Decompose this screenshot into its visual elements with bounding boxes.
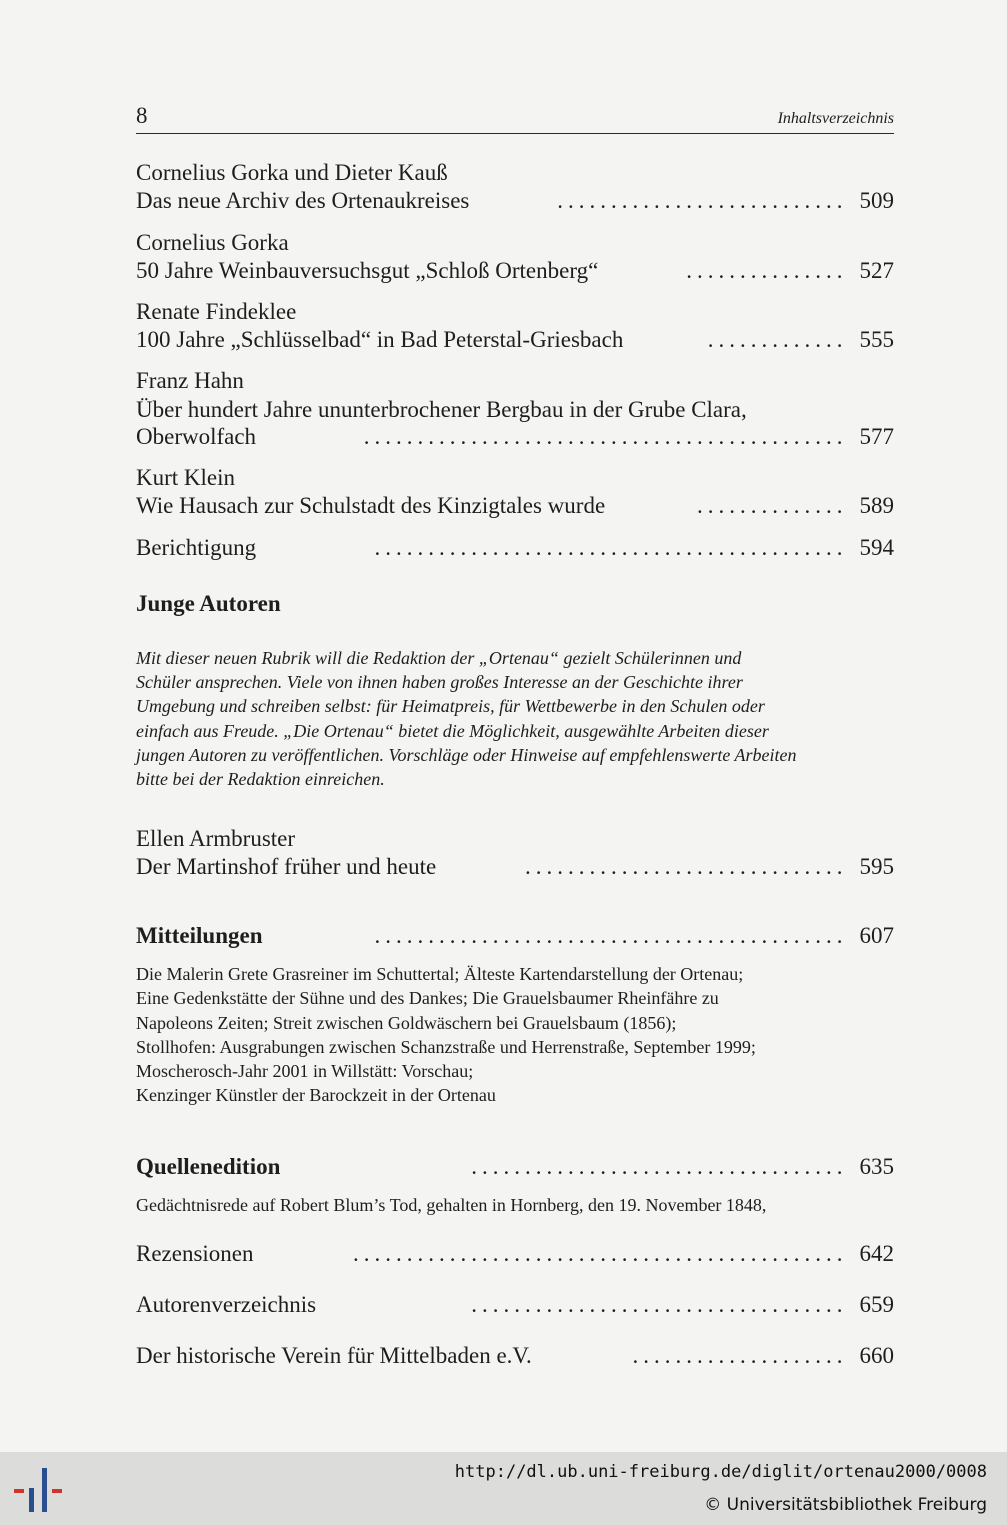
toc-leader: ............... [686,258,848,283]
contents-line: Eine Gedenkstätte der Sühne und des Dankes; Die Grauelsbaumer Rheinfähre zu [136,988,719,1009]
section-heading-mitteilungen: Mitteilungen [136,923,263,948]
toc-title: Berichtigung [136,535,257,560]
toc-title-line: Über hundert Jahre ununterbrochener Bergbau in der Grube Clara, [136,397,747,422]
toc-page: 555 [859,327,894,352]
toc-entry-mitteilungen [136,922,894,950]
contents-line: Gedächtnisrede auf Robert Blum’s Tod, gehalten in Hornberg, den 19. November 1848, [136,1195,767,1215]
toc-title: 50 Jahre Weinbauversuchsgut „Schloß Ortenberg“ [136,258,599,283]
intro-line: Schüler ansprechen. Viele von ihnen haben großes Interesse an der Geschichte ihrer [136,672,743,693]
toc-entry [136,492,894,520]
intro-line: bitte bei der Redaktion einreichen. [136,769,385,790]
contents-line: Moscherosch-Jahr 2001 in Willstätt: Vorschau; [136,1061,474,1082]
running-head: Inhaltsverzeichnis [777,110,894,127]
toc-author: Franz Hahn [136,368,244,393]
contents-line: Die Malerin Grete Grasreiner im Schuttertal; Älteste Kartendarstellung der Ortenau; [136,964,744,984]
intro-line: jungen Autoren zu veröffentlichen. Vorschläge oder Hinweise auf empfehlenswerte Arbeiten [136,744,797,765]
viewer-footer [0,1452,1007,1525]
toc-page: 589 [859,493,894,518]
toc-leader: ............................................ [374,535,848,560]
mitteilungen-contents [136,962,756,1108]
toc-entry [136,326,894,354]
toc-entry [136,187,894,215]
toc-leader: ................................... [471,1154,848,1179]
toc-title: Wie Hausach zur Schulstadt des Kinzigtales wurde [136,493,606,518]
toc-leader: .............. [697,493,848,518]
toc-page: 509 [859,188,894,213]
intro-paragraph [136,646,896,791]
permalink[interactable]: http://dl.ub.uni-freiburg.de/diglit/ortenau2000/0008 [454,1462,987,1482]
toc-entry [136,534,894,562]
contents-line: Kenzinger Künstler der Barockzeit in der Ortenau [136,1085,496,1106]
toc-leader: .............................. [525,854,848,879]
toc-author: Ellen Armbruster [136,826,296,851]
toc-entry-quellenedition [136,1153,894,1181]
toc-leader: ............................................. [363,424,848,449]
toc-title: Rezensionen [136,1241,254,1266]
page-header [136,103,894,134]
toc-title: Oberwolfach [136,424,257,449]
toc-title: Der historische Verein für Mittelbaden e.V. [136,1343,532,1368]
toc-entry [136,423,894,451]
toc-leader: .............................................. [353,1241,848,1266]
toc-page: 659 [859,1292,894,1317]
toc-page: 527 [859,258,894,283]
toc-leader: ................................... [471,1292,848,1317]
toc-entry [136,1291,894,1319]
intro-line: Mit dieser neuen Rubrik will die Redaktion der „Ortenau“ gezielt Schülerinnen und [136,648,742,668]
library-logo-icon [12,1464,64,1516]
copyright-notice: © Universitätsbibliothek Freiburg [704,1495,987,1515]
section-heading-quellenedition: Quellenedition [136,1154,281,1179]
toc-leader: ............. [707,327,848,352]
toc-entry [136,257,894,285]
page-number: 8 [136,103,148,128]
toc-page: 607 [859,923,894,948]
toc-leader: .................... [632,1343,848,1368]
quellenedition-contents [136,1193,766,1217]
toc-entry [136,853,894,881]
intro-line: einfach aus Freude. „Die Ortenau“ bietet die Möglichkeit, ausgewählte Arbeiten dieser [136,720,769,741]
section-heading-junge-autoren: Junge Autoren [136,591,281,616]
toc-page: 594 [859,535,894,560]
toc-page: 577 [859,424,894,449]
contents-line: Napoleons Zeiten; Streit zwischen Goldwäschern bei Grauelsbaum (1856); [136,1012,677,1033]
toc-author: Kurt Klein [136,465,236,490]
toc-entry [136,1342,894,1370]
toc-entry [136,1240,894,1268]
toc-page: 660 [859,1343,894,1368]
toc-title: Der Martinshof früher und heute [136,854,437,879]
toc-title: Autorenverzeichnis [136,1292,317,1317]
toc-leader: ........................... [557,188,848,213]
toc-title: 100 Jahre „Schlüsselbad“ in Bad Peterstal-Griesbach [136,327,624,352]
toc-author: Renate Findeklee [136,299,297,324]
toc-title: Das neue Archiv des Ortenaukreises [136,188,470,213]
toc-page: 635 [859,1154,894,1179]
intro-line: Umgebung und schreiben selbst: für Heimatpreis, für Wettbewerbe in den Schulen oder [136,696,765,717]
toc-page: 642 [859,1241,894,1266]
toc-page: 595 [859,854,894,879]
toc-author: Cornelius Gorka und Dieter Kauß [136,160,448,185]
toc-author: Cornelius Gorka [136,230,289,255]
toc-leader: ............................................ [374,923,848,948]
contents-line: Stollhofen: Ausgrabungen zwischen Schanzstraße und Herrenstraße, September 1999; [136,1036,756,1057]
